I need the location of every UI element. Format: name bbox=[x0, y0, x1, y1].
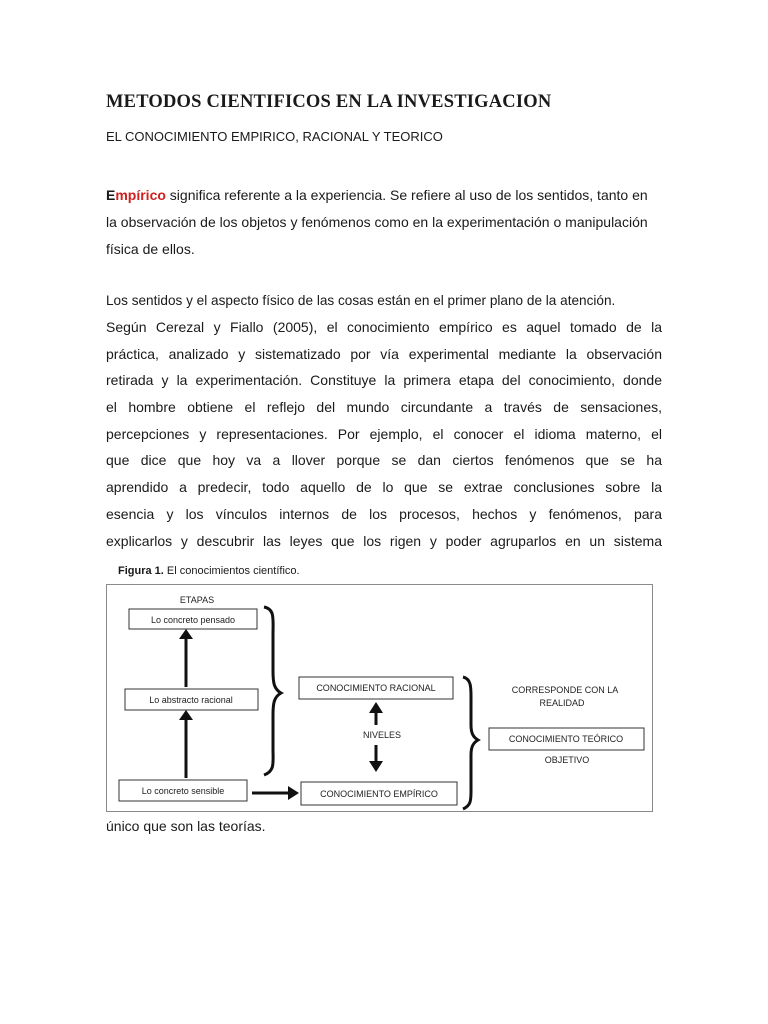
arrowhead-right-icon bbox=[288, 786, 299, 800]
figure-caption bbox=[118, 565, 300, 577]
corresponde-line2: REALIDAD bbox=[539, 698, 585, 708]
stage-bottom-label: Lo concreto sensible bbox=[141, 786, 225, 796]
paragraph-line: aprendido a predecir, todo aquello de lo que se extrae conclusiones sobre la bbox=[106, 479, 662, 496]
arrowhead-up-icon bbox=[179, 710, 193, 720]
teorico-label: CONOCIMIENTO TEÓRICO bbox=[508, 734, 624, 744]
stages-brace bbox=[264, 607, 281, 775]
stage-mid-label: Lo abstracto racional bbox=[149, 695, 233, 705]
paragraph-cerezal bbox=[106, 314, 662, 554]
paragraph-line: práctica, analizado y sistematizado por vía experimental mediante la observación bbox=[106, 345, 662, 362]
paragraph-line: percepciones y representaciones. Por ejemplo, el conocer el idioma materno, el bbox=[106, 425, 662, 442]
niveles-label: NIVELES bbox=[362, 730, 402, 740]
paragraph-line: Según Cerezal y Fiallo (2005), el conocimiento empírico es aquel tomado de la bbox=[106, 319, 662, 335]
closing-line: único que son las teorías. bbox=[106, 818, 266, 834]
paragraph-line: esencia y los vínculos internos de los procesos, hechos y fenómenos, para bbox=[106, 505, 662, 522]
paragraph-sentidos: Los sentidos y el aspecto físico de las cosas están en el primer plano de la atención. bbox=[106, 293, 616, 308]
emphasis-word: mpírico bbox=[115, 187, 166, 203]
corresponde-line1: CORRESPONDE CON LA bbox=[511, 685, 619, 695]
paragraph-line: el hombre obtiene el reflejo del mundo circundante a través de sensaciones, bbox=[106, 399, 662, 416]
empirico-label: CONOCIMIENTO EMPÍRICO bbox=[320, 789, 438, 799]
arrowhead-up-icon bbox=[179, 629, 193, 639]
paragraph-line: que dice que hoy va a llover porque se dan ciertos fenómenos que se ha bbox=[106, 452, 662, 469]
objetivo-label: OBJETIVO bbox=[544, 755, 590, 765]
paragraph-line: explicarlos y descubrir las leyes que los rigen y poder agruparlos en un sistema bbox=[106, 532, 662, 549]
figure-caption-label: Figura 1. bbox=[118, 565, 164, 577]
knowledge-diagram bbox=[106, 584, 653, 812]
paragraph-text: significa referente a la experiencia. Se refiere al uso de los sentidos, tanto en la observación de los objetos y fenómenos como en la experimentación o manipulación física de ellos. bbox=[106, 187, 648, 257]
knowledge-diagram-svg bbox=[107, 585, 652, 811]
emphasis-first-letter: E bbox=[106, 187, 116, 203]
document-subtitle: EL CONOCIMIENTO EMPIRICO, RACIONAL Y TEORICO bbox=[106, 129, 443, 144]
levels-brace bbox=[463, 677, 478, 809]
arrowhead-up-icon bbox=[369, 702, 383, 713]
paragraph-line: retirada y la experimentación. Constituye la primera etapa del conocimiento, donde bbox=[106, 372, 662, 389]
stage-top-label: Lo concreto pensado bbox=[150, 615, 236, 625]
racional-label: CONOCIMIENTO RACIONAL bbox=[316, 683, 436, 693]
arrowhead-down-icon bbox=[369, 761, 383, 772]
etapas-label: ETAPAS bbox=[179, 595, 215, 605]
figure-caption-text: El conocimientos científico. bbox=[163, 565, 300, 577]
paragraph-empirico bbox=[106, 182, 662, 263]
document-title: METODOS CIENTIFICOS EN LA INVESTIGACION bbox=[106, 92, 552, 112]
